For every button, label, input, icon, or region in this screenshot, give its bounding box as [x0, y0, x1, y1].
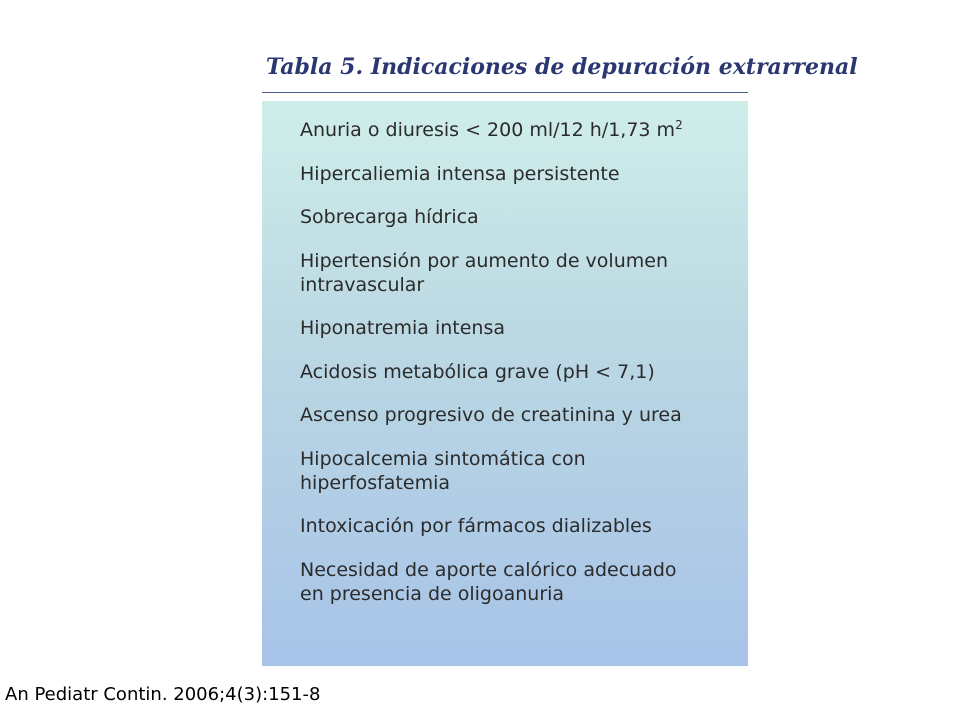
list-item-text: Ascenso progresivo de creatinina y urea — [300, 404, 682, 426]
list-item-text: Intoxicación por fármacos dializables — [300, 515, 652, 537]
list-item — [300, 514, 748, 538]
list-item-text: hiperfosfatemia — [300, 471, 450, 494]
list-item — [300, 403, 748, 427]
list-item-text: Hipocalcemia sintomática con — [300, 447, 586, 470]
table-body — [262, 101, 748, 666]
title-divider — [262, 92, 748, 93]
citation: An Pediatr Contin. 2006;4(3):151-8 — [5, 684, 321, 705]
list-item — [300, 162, 748, 186]
list-item-text: Hipertensión por aumento de volumen — [300, 249, 668, 272]
table-figure — [262, 50, 858, 666]
superscript: 2 — [675, 118, 683, 132]
indication-list — [262, 113, 748, 606]
table-title-text: Indicaciones de depuración extrarrenal — [370, 54, 858, 80]
list-item-text: Necesidad de aporte calórico adecuado — [300, 558, 677, 581]
list-item-text: Hipercaliemia intensa persistente — [300, 162, 620, 185]
list-item — [300, 316, 748, 340]
table-number: Tabla 5. — [266, 54, 364, 80]
list-item-text: intravascular — [300, 273, 425, 296]
list-item-text: Hiponatremia intensa — [300, 317, 505, 339]
list-item-text: en presencia de oligoanuria — [300, 582, 565, 605]
list-item — [300, 360, 748, 384]
list-item-text: Sobrecarga hídrica — [300, 206, 479, 228]
list-item-text: Anuria o diuresis < 200 ml/12 h/1,73 m — [300, 119, 676, 141]
list-item — [300, 205, 748, 229]
table-title — [262, 50, 858, 92]
list-item-text: Acidosis metabólica grave (pH < 7,1) — [300, 360, 655, 383]
list-item — [300, 249, 748, 297]
list-item — [300, 113, 748, 142]
list-item — [300, 447, 748, 495]
list-item — [300, 558, 748, 606]
